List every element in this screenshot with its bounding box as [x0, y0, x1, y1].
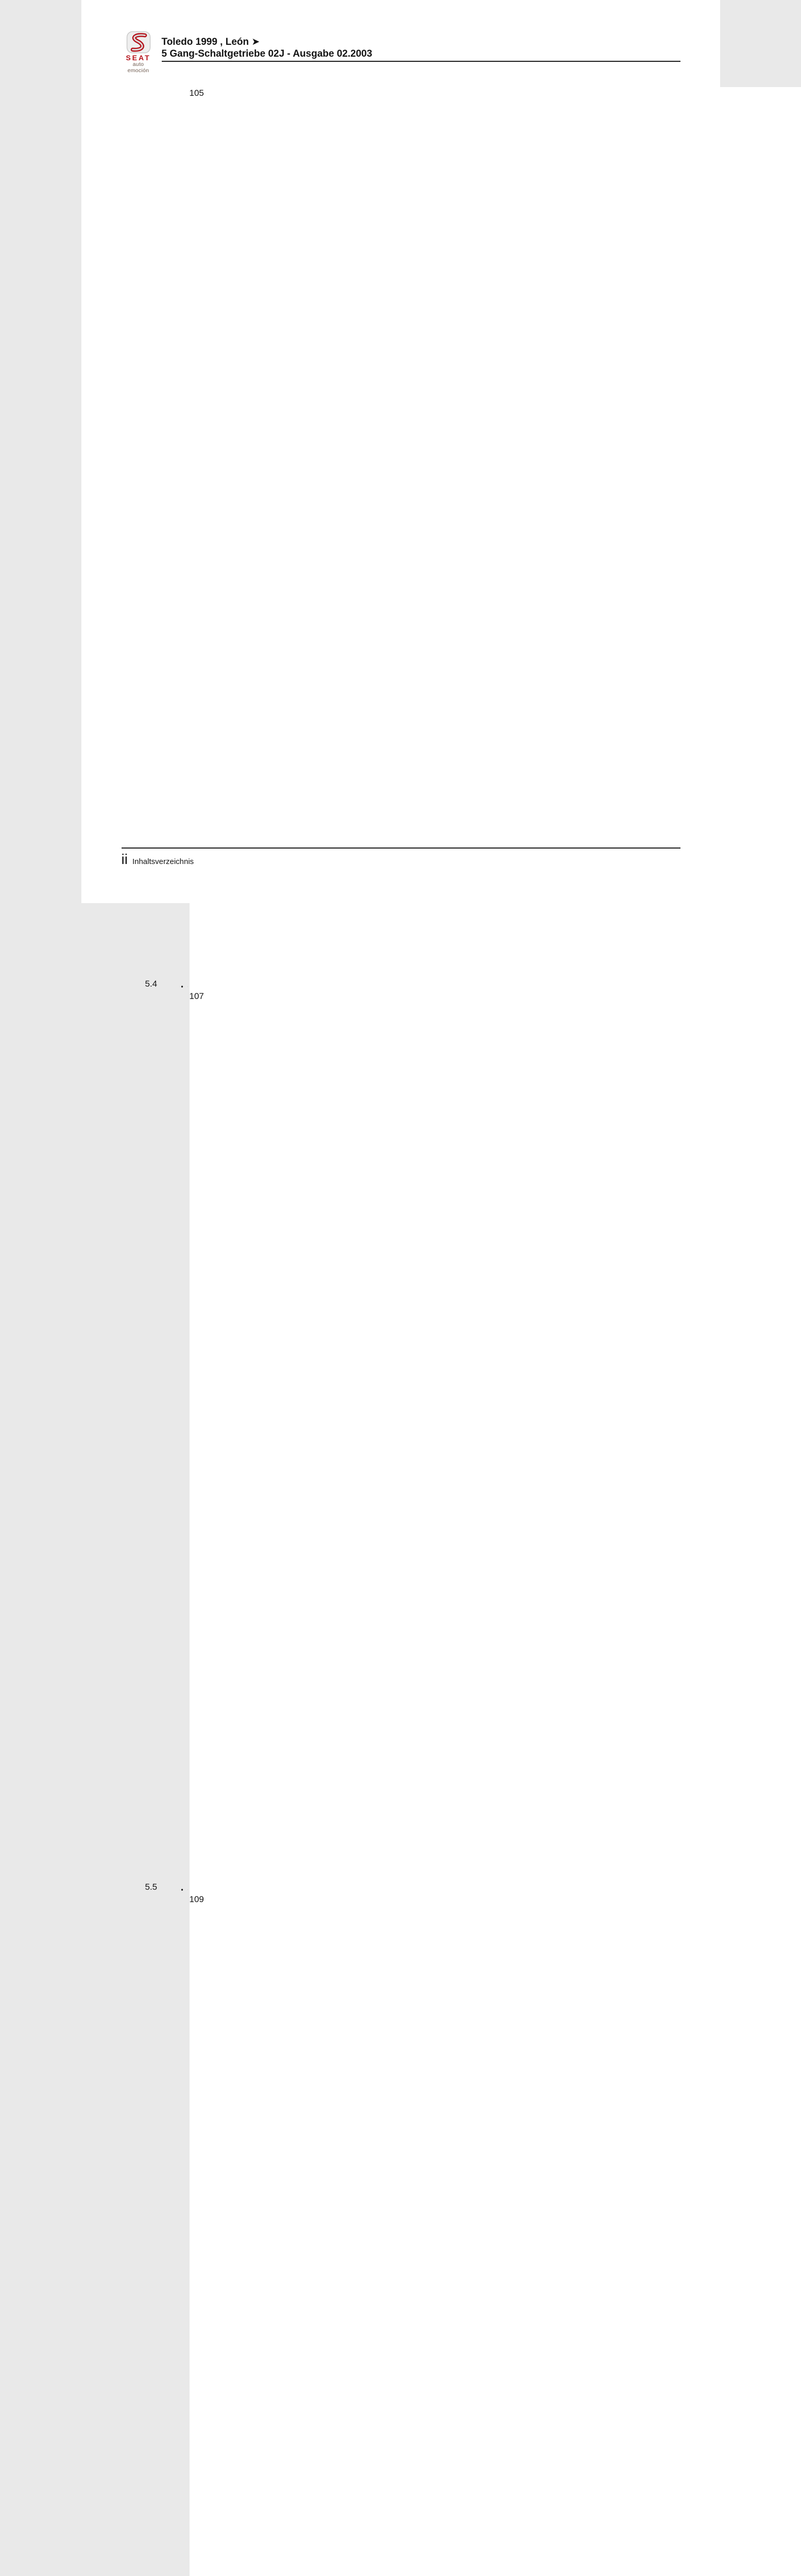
manual-subtitle: 5 Gang-Schaltgetriebe 02J - Ausgabe 02.2003: [162, 48, 680, 60]
toc-entry-number: 5.5: [145, 1881, 177, 1894]
page-header: [81, 0, 720, 74]
seat-brand-block: [122, 31, 156, 74]
toc-entry-page: 105: [190, 87, 801, 990]
toc-entry-page: 109: [190, 1893, 801, 2576]
document-title-block: [162, 36, 680, 62]
toc-entry-number: 5.4: [145, 978, 177, 991]
footer-section-label: Inhaltsverzeichnis: [132, 857, 194, 866]
toc-entry-row: [123, 990, 630, 1893]
seat-logo-icon: [126, 31, 151, 54]
manual-toc-page: [81, 0, 720, 903]
seat-tagline: auto emoción: [122, 61, 156, 74]
toc-entry-row: [123, 1893, 630, 2576]
dot-leader: [181, 1888, 188, 1891]
page-footer: [122, 848, 680, 867]
model-title: Toledo 1999 , León ➤: [162, 36, 680, 48]
footer-page-number: ii: [122, 852, 128, 867]
dot-leader: [181, 985, 188, 988]
toc-entry-page: 107: [190, 990, 801, 1893]
toc: [123, 87, 630, 2576]
seat-wordmark: SEAT: [122, 54, 156, 61]
